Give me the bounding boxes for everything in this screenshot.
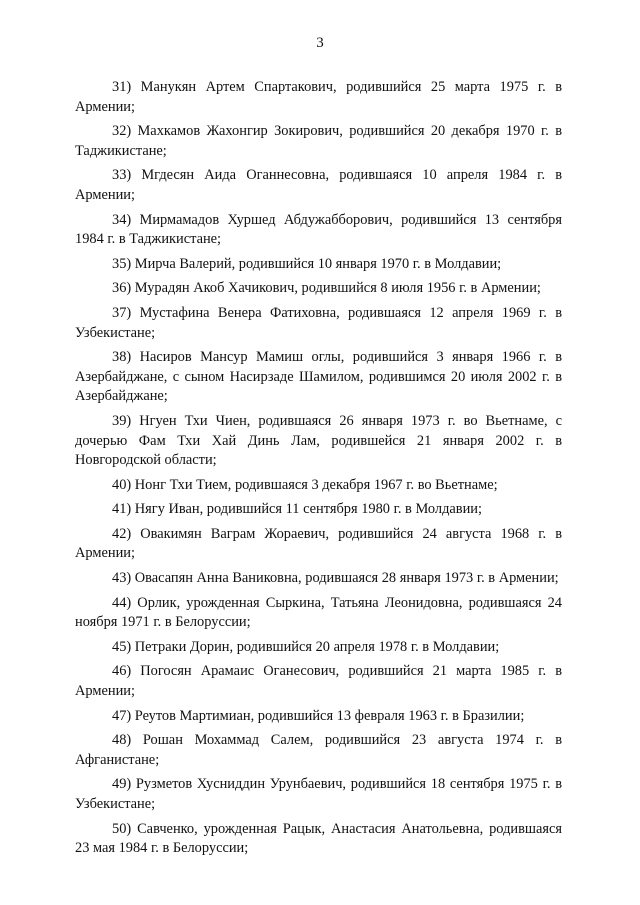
list-item: 37) Мустафина Венера Фатиховна, родившаяся 12 апреля 1969 г. в Узбекистане;	[75, 304, 562, 341]
list-item: 48) Рошан Мохаммад Салем, родившийся 23 августа 1974 г. в Афганистане;	[75, 732, 562, 768]
list-item: 50) Савченко, урожденная Рацык, Анастасия Анатольевна, родившаяся 23 мая 1984 г. в Белоруссии;	[75, 820, 562, 857]
list-item: 43) Овасапян Анна Ваниковна, родившаяся 28 января 1973 г. в Армении;	[112, 570, 559, 587]
list-item: 41) Нягу Иван, родившийся 11 сентября 1980 г. в Молдавии;	[112, 501, 482, 518]
list-item: 32) Махкамов Жахонгир Зокирович, родившийся 20 декабря 1970 г. в Таджикистане;	[75, 123, 562, 159]
list-item: 31) Манукян Артем Спартакович, родившийся 25 марта 1975 г. в Армении;	[75, 79, 562, 115]
list-item: 36) Мурадян Акоб Хачикович, родившийся 8 июля 1956 г. в Армении;	[112, 280, 541, 297]
list-item: 35) Мирча Валерий, родившийся 10 января 1970 г. в Молдавии;	[112, 255, 502, 272]
list-item: 47) Реутов Мартимиан, родившийся 13 февраля 1963 г. в Бразилии;	[112, 707, 525, 724]
list-item: 34) Мирмамадов Хуршед Абдужабборович, родившийся 13 сентября 1984 г. в Таджикистане;	[75, 211, 562, 248]
list-item: 33) Мгдесян Аида Оганнесовна, родившаяся 10 апреля 1984 г. в Армении;	[75, 167, 562, 203]
list-item: 42) Овакимян Ваграм Жораевич, родившийся 24 августа 1968 г. в Армении;	[75, 525, 562, 562]
list-item: 44) Орлик, урожденная Сыркина, Татьяна Леонидовна, родившаяся 24 ноября 1971 г. в Белоруссии;	[75, 594, 562, 631]
page-number: 3	[316, 35, 324, 51]
list-item: 40) Нонг Тхи Тием, родившаяся 3 декабря 1967 г. во Вьетнаме;	[112, 476, 498, 493]
list-item: 45) Петраки Дорин, родившийся 20 апреля 1978 г. в Молдавии;	[112, 638, 500, 655]
person-list	[75, 78, 562, 864]
list-item: 39) Нгуен Тхи Чиен, родившаяся 26 января 1973 г. во Вьетнаме, с дочерью Фам Тхи Хай Динь Лам, родившейся 21 января 2002 г. в Новгородской области;	[75, 412, 562, 469]
list-item: 38) Насиров Мансур Мамиш оглы, родившийся 3 января 1966 г. в Азербайджане, с сыном Насирзаде Шамилом, родившимся 20 июля 2002 г. в Азербайджане;	[75, 349, 562, 405]
list-item: 46) Погосян Арамаис Оганесович, родившийся 21 марта 1985 г. в Армении;	[75, 663, 562, 700]
list-item: 49) Рузметов Хусниддин Урунбаевич, родившийся 18 сентября 1975 г. в Узбекистане;	[75, 776, 562, 812]
